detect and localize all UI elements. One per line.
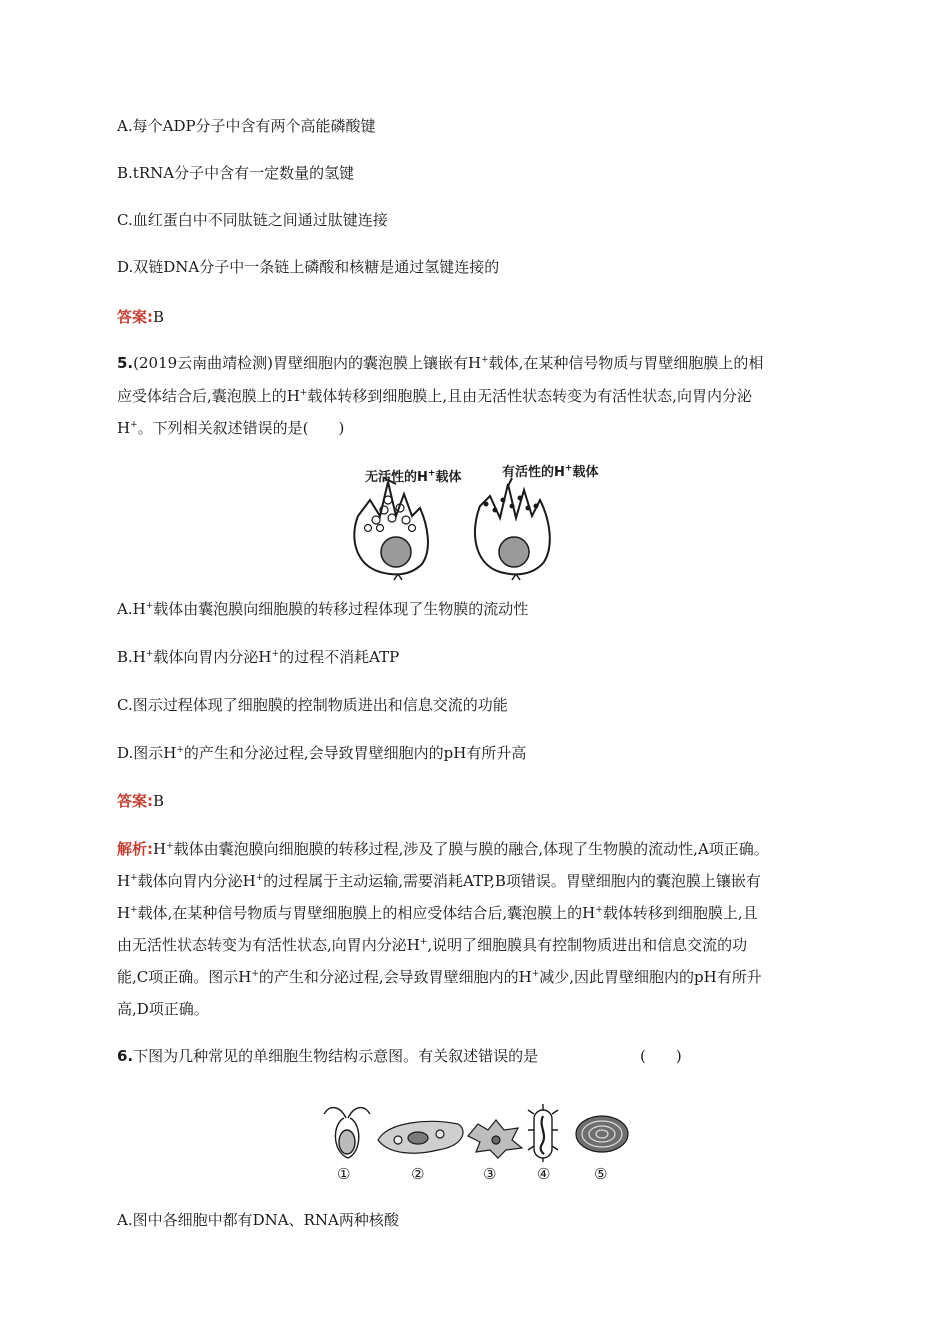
figure-label-3: ③ (483, 1165, 497, 1183)
label-inactive-carrier: 无活性的H+载体 (365, 468, 462, 485)
q5-analysis-line5: 能,C项正确。图示H+的产生和分泌过程,会导致胃壁细胞内的H+减少,因此胃壁细胞内的pH有所升 (117, 968, 762, 986)
paramecium-cell (378, 1121, 463, 1153)
left-nucleus (381, 537, 411, 567)
left-pointer-line (384, 478, 396, 484)
bacterium-cell (528, 1104, 558, 1162)
q5-option-b: B.H+载体向胃内分泌H+的过程不消耗ATP (117, 648, 400, 666)
q5-option-d: D.图示H+的产生和分泌过程,会导致胃壁细胞内的pH有所升高 (117, 744, 527, 762)
q5-stem-line1: 5.(2019云南曲靖检测)胃壁细胞内的囊泡膜上镶嵌有H+载体,在某种信号物质与胃壁细胞膜上的相 (117, 354, 764, 372)
right-nucleus (499, 537, 529, 567)
figure-label-2: ② (411, 1165, 425, 1183)
q5-analysis-line2: H+载体向胃内分泌H+的过程属于主动运输,需要消耗ATP,B项错误。胃壁细胞内的囊泡膜上镶嵌有 (117, 872, 761, 890)
q4-option-b: B.tRNA分子中含有一定数量的氢键 (117, 164, 355, 182)
q5-answer: 答案:B (117, 792, 165, 810)
q6-stem: 6.下图为几种常见的单细胞生物结构示意图。有关叙述错误的是 (117, 1047, 539, 1065)
q4-option-c: C.血红蛋白中不同肽链之间通过肽键连接 (117, 211, 388, 229)
right-pointer-line (508, 478, 512, 486)
q5-stem-line3: H+。下列相关叙述错误的是( ) (117, 419, 345, 437)
figure-label-4: ④ (537, 1165, 551, 1183)
figure-label-5: ⑤ (594, 1165, 608, 1183)
q5-analysis-line4: 由无活性状态转变为有活性状态,向胃内分泌H+,说明了细胞膜具有控制物质进出和信息交流的功 (117, 936, 748, 954)
amoeba-cell (468, 1120, 522, 1158)
round-cell (576, 1116, 628, 1152)
vesicles (365, 496, 416, 532)
label-active-carrier: 有活性的H+载体 (502, 463, 599, 480)
q5-stem-line2: 应受体结合后,囊泡膜上的H+载体转移到细胞膜上,且由无活性状态转变为有活性状态,向胃内分泌 (117, 387, 752, 405)
q5-analysis-line3: H+载体,在某种信号物质与胃壁细胞膜上的相应受体结合后,囊泡膜上的H+载体转移到细胞膜上,且 (117, 904, 758, 922)
q5-option-c: C.图示过程体现了细胞膜的控制物质进出和信息交流的功能 (117, 696, 508, 714)
parietal-cell-figure (340, 476, 600, 584)
q5-analysis-line1: 解析:H+载体由囊泡膜向细胞膜的转移过程,涉及了膜与膜的融合,体现了生物膜的流动性,A项正确。 (117, 840, 769, 858)
q5-option-a: A.H+载体由囊泡膜向细胞膜的转移过程体现了生物膜的流动性 (117, 600, 529, 618)
q6-option-a: A.图中各细胞中都有DNA、RNA两种核酸 (117, 1211, 399, 1229)
q4-option-a: A.每个ADP分子中含有两个高能磷酸键 (117, 117, 376, 135)
chlamydomonas-cell (324, 1108, 370, 1158)
q5-analysis-line6: 高,D项正确。 (117, 1000, 209, 1018)
q6-answer-blank: ( ) (640, 1047, 682, 1065)
q4-answer: 答案:B (117, 308, 165, 326)
q4-option-d: D.双链DNA分子中一条链上磷酸和核糖是通过氢键连接的 (117, 258, 500, 276)
figure-label-1: ① (337, 1165, 351, 1183)
single-cell-organisms-figure (318, 1100, 638, 1164)
